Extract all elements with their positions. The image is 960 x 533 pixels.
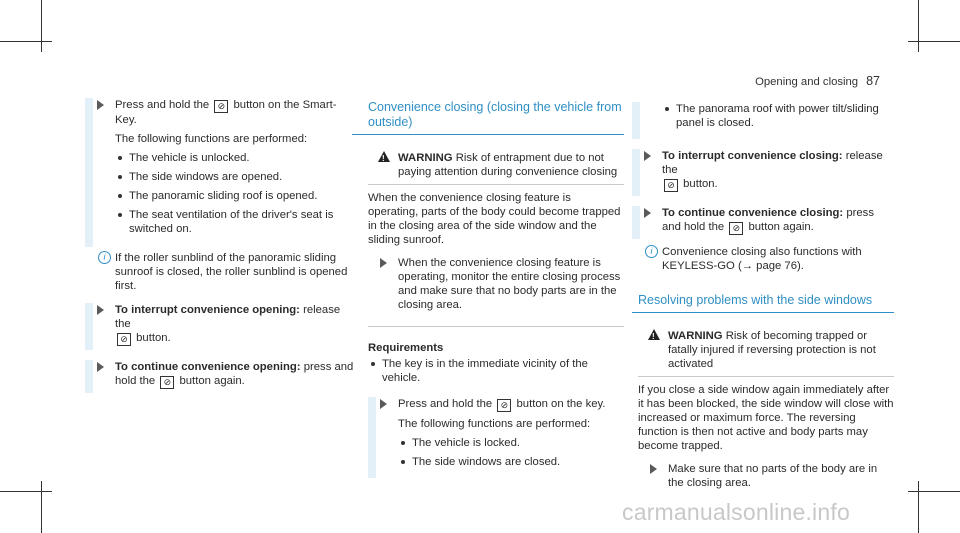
- crop-mark: [918, 0, 919, 52]
- warning-label: WARNING: [398, 152, 453, 164]
- info-icon: i: [645, 245, 658, 258]
- crop-mark: [908, 41, 960, 42]
- step-bold: To interrupt convenience closing:: [662, 150, 843, 162]
- crop-mark: [918, 481, 919, 533]
- note-text: If the roller sunblind of the panoramic sliding sunroof is closed, the roller sunblind is opened first.: [115, 252, 348, 292]
- warning-step: [368, 256, 624, 312]
- warning-body: If you close a side window again immediately after it has been blocked, the side window will close with increased or maximum force. The reversing function is then not active and body parts may become trapped.: [638, 384, 894, 452]
- warning-step-text: When the convenience closing feature is operating, monitor the entire closing process and make sure that no body parts are in the closing area.: [398, 257, 621, 311]
- info-note: [85, 251, 355, 293]
- step-interrupt: [85, 303, 355, 350]
- requirements: [352, 341, 624, 385]
- list-item: The panorama roof with power tilt/sliding panel is closed.: [662, 102, 894, 130]
- warning-box: [352, 149, 624, 318]
- divider: [638, 376, 894, 377]
- step-bar: [85, 98, 93, 247]
- list-item: The key is in the immediate vicinity of the vehicle.: [368, 357, 624, 385]
- divider: [368, 326, 624, 327]
- unlock-button-icon: ⊘: [117, 333, 131, 346]
- warning-label: WARNING: [668, 330, 723, 342]
- unlock-button-icon: ⊘: [160, 376, 174, 389]
- step-bold: To interrupt convenience opening:: [115, 304, 300, 316]
- requirements-heading: Requirements: [368, 342, 444, 354]
- step-arrow-icon: [644, 151, 651, 161]
- info-icon: i: [98, 251, 111, 264]
- step-continued: [632, 102, 894, 139]
- step-tail: button.: [683, 178, 718, 190]
- list-item: The vehicle is locked.: [398, 436, 624, 450]
- step-arrow-icon: [97, 362, 104, 372]
- step-arrow-icon: [650, 464, 657, 474]
- warning-text: Risk of entrapment due to not paying attention during convenience closing: [398, 152, 618, 178]
- warning-icon: [378, 151, 390, 162]
- column-2: [352, 100, 624, 478]
- step-rest: press and hold the: [662, 207, 874, 233]
- step-interrupt-closing: [632, 149, 894, 196]
- step-bar: [632, 206, 640, 239]
- warning-icon: [648, 329, 660, 340]
- list-item: The side windows are opened.: [115, 170, 355, 184]
- follow-text: The following functions are performed:: [398, 418, 591, 430]
- step-continue-closing: [632, 206, 894, 239]
- lock-button-icon: ⊘: [664, 179, 678, 192]
- step-rest: press and hold the: [115, 361, 354, 387]
- step-text-a: Press and hold the: [398, 398, 493, 410]
- crop-mark: [0, 41, 52, 42]
- list-item: The vehicle is unlocked.: [115, 151, 355, 165]
- note-text: Convenience closing also functions with KEYLESS-GO (→ page 76).: [662, 246, 862, 272]
- lock-button-icon: ⊘: [497, 399, 511, 412]
- warning-step-text: Make sure that no parts of the body are in the closing area.: [668, 463, 878, 489]
- section-heading: Convenience closing (closing the vehicle from outside): [352, 100, 624, 135]
- watermark: carmanualsonline.info: [622, 499, 850, 525]
- step-bold: To continue convenience opening:: [115, 361, 301, 373]
- section-title: Opening and closing: [755, 76, 859, 88]
- step-text-b: button on the key.: [516, 398, 606, 410]
- unlock-button-icon: ⊘: [214, 100, 228, 113]
- divider: [368, 184, 624, 185]
- step-arrow-icon: [380, 399, 387, 409]
- step-tail: button again.: [748, 221, 814, 233]
- step-arrow-icon: [380, 258, 387, 268]
- step-arrow-icon: [97, 100, 104, 110]
- warning-step: [638, 462, 894, 490]
- step-tail: button again.: [179, 375, 245, 387]
- step-rest: release the: [662, 150, 883, 176]
- list-item: The panoramic sliding roof is opened.: [115, 189, 355, 203]
- column-3: [632, 100, 894, 496]
- step-arrow-icon: [97, 305, 104, 315]
- follow-text: The following functions are performed:: [115, 133, 308, 145]
- step-arrow-icon: [644, 208, 651, 218]
- step-text: [115, 98, 355, 127]
- step-text-b: button on the Smart-Key.: [115, 99, 337, 126]
- step-bar: [368, 397, 376, 478]
- step-text-a: Press and hold the: [115, 99, 210, 111]
- info-note: [632, 245, 894, 273]
- step-continue: [85, 360, 355, 393]
- step-bar: [85, 360, 93, 393]
- step-bar: [85, 303, 93, 350]
- step-bold: To continue convenience closing:: [662, 207, 844, 219]
- crop-mark: [908, 491, 960, 492]
- lock-button-icon: ⊘: [729, 222, 743, 235]
- page-header: [0, 74, 880, 89]
- section-heading: Resolving problems with the side windows: [632, 293, 894, 313]
- step-rest: release the: [115, 304, 341, 330]
- crop-mark: [41, 481, 42, 533]
- step-bar: [632, 102, 640, 139]
- page-number: 87: [866, 74, 880, 88]
- step-press-hold: [85, 98, 355, 247]
- step-bar: [632, 149, 640, 196]
- list-item: The seat ventilation of the driver's seat is switched on.: [115, 208, 355, 236]
- crop-mark: [41, 0, 42, 52]
- warning-text: Risk of becoming trapped or fatally injured if reversing protection is not activated: [668, 330, 876, 370]
- warning-header: [638, 329, 894, 371]
- list-item: The side windows are closed.: [398, 455, 624, 469]
- warning-body: When the convenience closing feature is operating, parts of the body could become trapped in the closing area of the side window and the sliding sunroof.: [368, 192, 621, 246]
- crop-mark: [0, 491, 52, 492]
- warning-box: [632, 327, 894, 496]
- warning-header: [368, 151, 624, 179]
- step-tail: button.: [136, 332, 171, 344]
- column-1: [85, 98, 355, 393]
- step-press-hold-lock: [368, 397, 624, 478]
